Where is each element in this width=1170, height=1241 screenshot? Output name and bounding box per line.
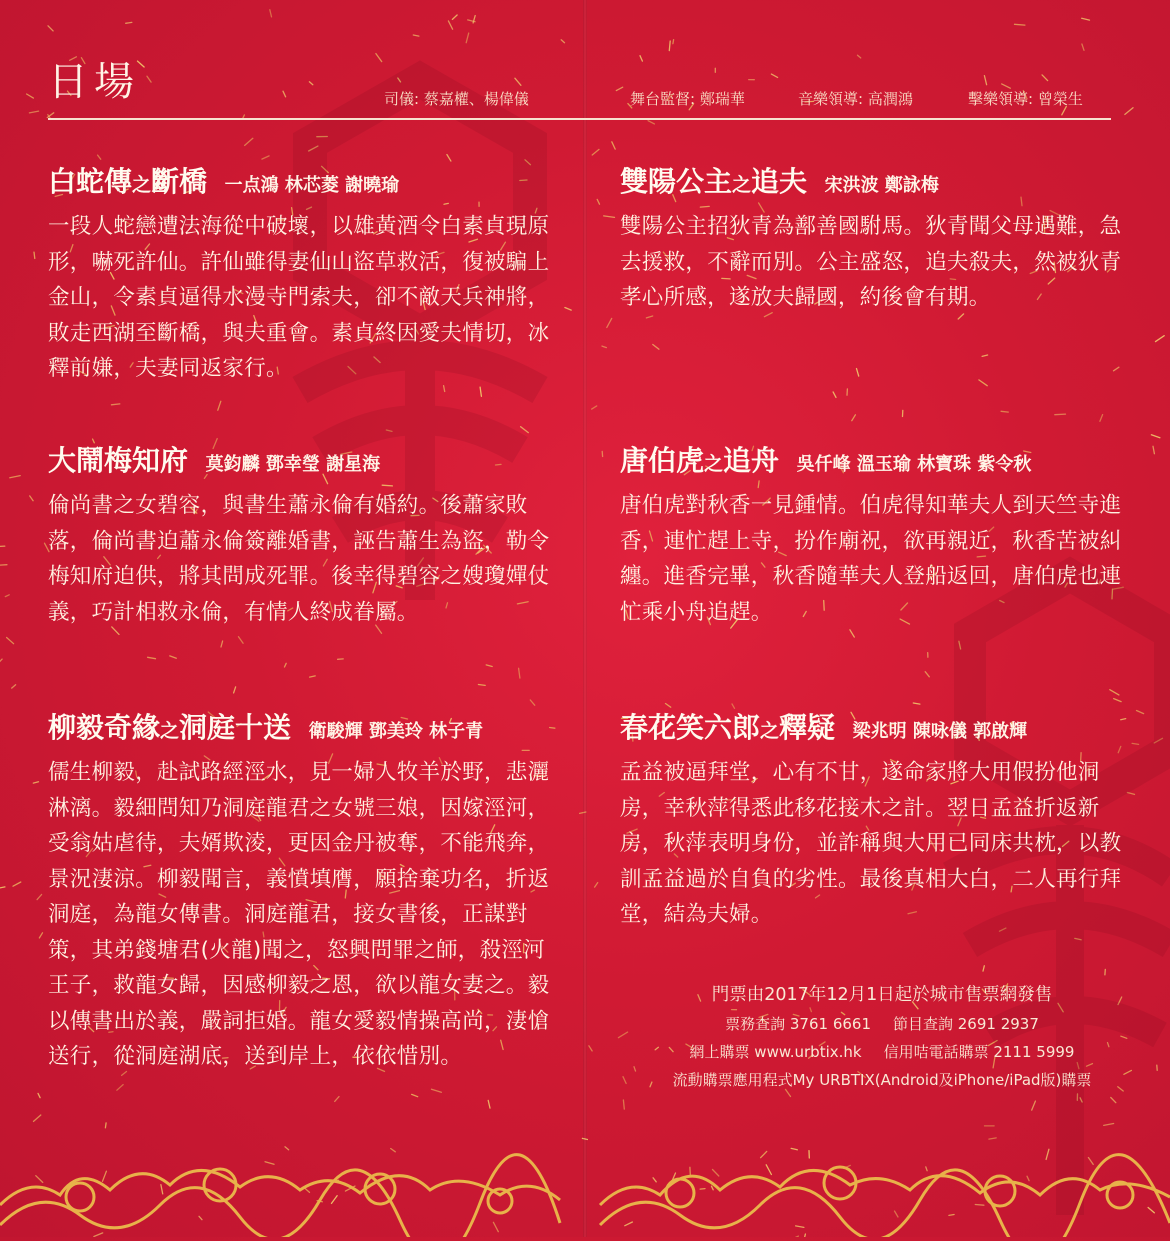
phone-booking: 信用咭電話購票 2111 5999	[884, 1043, 1075, 1061]
section-title	[48, 709, 558, 751]
host-credit: 司儀: 蔡嘉權、楊偉儀	[384, 89, 529, 109]
title-joiner: 之	[704, 453, 723, 475]
title-sub: 洞庭十送	[179, 711, 291, 744]
title-main: 唐伯虎	[620, 444, 704, 477]
section-title	[620, 709, 1140, 751]
section-chunhua	[620, 709, 1140, 933]
percussion-lead-credit: 擊樂領導: 曾榮生	[968, 89, 1083, 109]
section-mei-prefect	[48, 442, 558, 630]
cast-list: 莫鈞麟 鄧幸瑩 謝星海	[206, 454, 381, 475]
title-joiner: 之	[760, 720, 779, 742]
synopsis: 孟益被逼拜堂，心有不甘，遂命家將大用假扮他洞房，幸秋萍得悉此移花接木之計。翌日孟益折返新房，秋萍表明身份，並詐稱與大用已同床共枕，以教訓孟益過於自負的劣性。最後真相大白，二人再行拜堂，結為夫婦。	[620, 755, 1140, 933]
page-fold	[583, 0, 587, 1237]
synopsis: 儒生柳毅，赴試路經涇水，見一婦人牧羊於野，悲灑淋漓。毅細問知乃洞庭龍君之女號三娘，因嫁涇河，受翁姑虐待，夫婿欺淩，更因金丹被奪，不能飛奔，景況淒涼。柳毅聞言，義憤填膺，願捨棄功名，折返洞庭，為龍女傳書。洞庭龍君，接女書後，正謀對策，其弟錢塘君(火龍)聞之，怒興問罪之師，殺涇河王子，救龍女歸，因感柳毅之恩，欲以龍女妻之。毅以傳書出於義，嚴詞拒婚。龍女愛毅情操高尚，淒愴送行，從洞庭湖底，送到岸上，依依惜別。	[48, 755, 558, 1075]
online-booking: 網上購票 www.urbtix.hk	[690, 1043, 862, 1061]
music-lead-credit: 音樂領導: 高潤鴻	[798, 89, 913, 109]
title-main: 大鬧梅知府	[48, 444, 188, 477]
stage-manager-credit: 舞台監督: 鄭瑞華	[630, 89, 745, 109]
title-joiner: 之	[160, 720, 179, 742]
synopsis: 雙陽公主招狄青為鄯善國駙馬。狄青聞父母遇難，急去援救，不辭而別。公主盛怒，追夫殺夫，然被狄青孝心所感，遂放夫歸國，約後會有期。	[620, 209, 1140, 316]
cast-list: 一点鴻 林芯菱 謝曉瑜	[225, 175, 400, 196]
title-sub: 追舟	[723, 444, 779, 477]
synopsis: 倫尚書之女碧容，與書生蕭永倫有婚約。後蕭家敗落，倫尚書迫蕭永倫簽離婚書，誣告蕭生為盜，勒令梅知府迫供，將其問成死罪。後幸得碧容之嫂瓊嬋仗義，巧計相救永倫，有情人終成眷屬。	[48, 488, 558, 630]
cast-list: 吳仟峰 溫玉瑜 林寶珠 紫令秋	[797, 454, 1032, 475]
section-tang-bohu	[620, 442, 1140, 630]
header-divider	[48, 118, 1111, 120]
ticket-enquiry: 票務查詢 3761 6661	[725, 1015, 871, 1033]
enquiry-line	[612, 1010, 1152, 1038]
section-shuangyang	[620, 163, 1140, 316]
ticket-info	[612, 980, 1152, 1094]
ticket-sale-date: 門票由2017年12月1日起於城市售票網發售	[612, 980, 1152, 1010]
title-main: 柳毅奇緣	[48, 711, 160, 744]
title-joiner: 之	[132, 174, 151, 196]
section-liu-yi	[48, 709, 558, 1075]
title-sub: 釋疑	[779, 711, 835, 744]
section-title	[48, 163, 558, 205]
cast-list: 衛駿輝 鄧美玲 林子青	[309, 721, 484, 742]
title-main: 春花笑六郎	[620, 711, 760, 744]
title-joiner: 之	[732, 174, 751, 196]
synopsis: 唐伯虎對秋香一見鍾情。伯虎得知華夫人到天竺寺進香，連忙趕上寺，扮作廟祝，欲再親近，秋香苦被糾纏。進香完畢，秋香隨華夫人登船返回，唐伯虎也連忙乘小舟追趕。	[620, 488, 1140, 630]
section-title	[620, 163, 1140, 205]
title-sub: 追夫	[751, 165, 807, 198]
title-main: 雙陽公主	[620, 165, 732, 198]
programme-enquiry: 節目查詢 2691 2937	[893, 1015, 1039, 1033]
section-white-snake	[48, 163, 558, 387]
title-main: 白蛇傳	[48, 165, 132, 198]
gold-wave-border	[0, 1145, 1170, 1237]
app-booking: 流動購票應用程式My URBTIX(Android及iPhone/iPad版)購票	[612, 1066, 1152, 1094]
booking-line	[612, 1038, 1152, 1066]
title-sub: 斷橋	[151, 165, 207, 198]
section-title	[620, 442, 1140, 484]
cast-list: 宋洪波 鄭詠梅	[825, 175, 939, 196]
page-title: 日場	[48, 58, 140, 106]
cast-list: 梁兆明 陳咏儀 郭啟輝	[853, 721, 1028, 742]
section-title	[48, 442, 558, 484]
synopsis: 一段人蛇戀遭法海從中破壞，以雄黃酒令白素貞現原形，嚇死許仙。許仙雖得妻仙山盜草救活，復被騙上金山，令素貞逼得水漫寺門索夫，卻不敵天兵神將，敗走西湖至斷橋，與夫重會。素貞終因愛夫情切，冰釋前嫌，夫妻同返家行。	[48, 209, 558, 387]
